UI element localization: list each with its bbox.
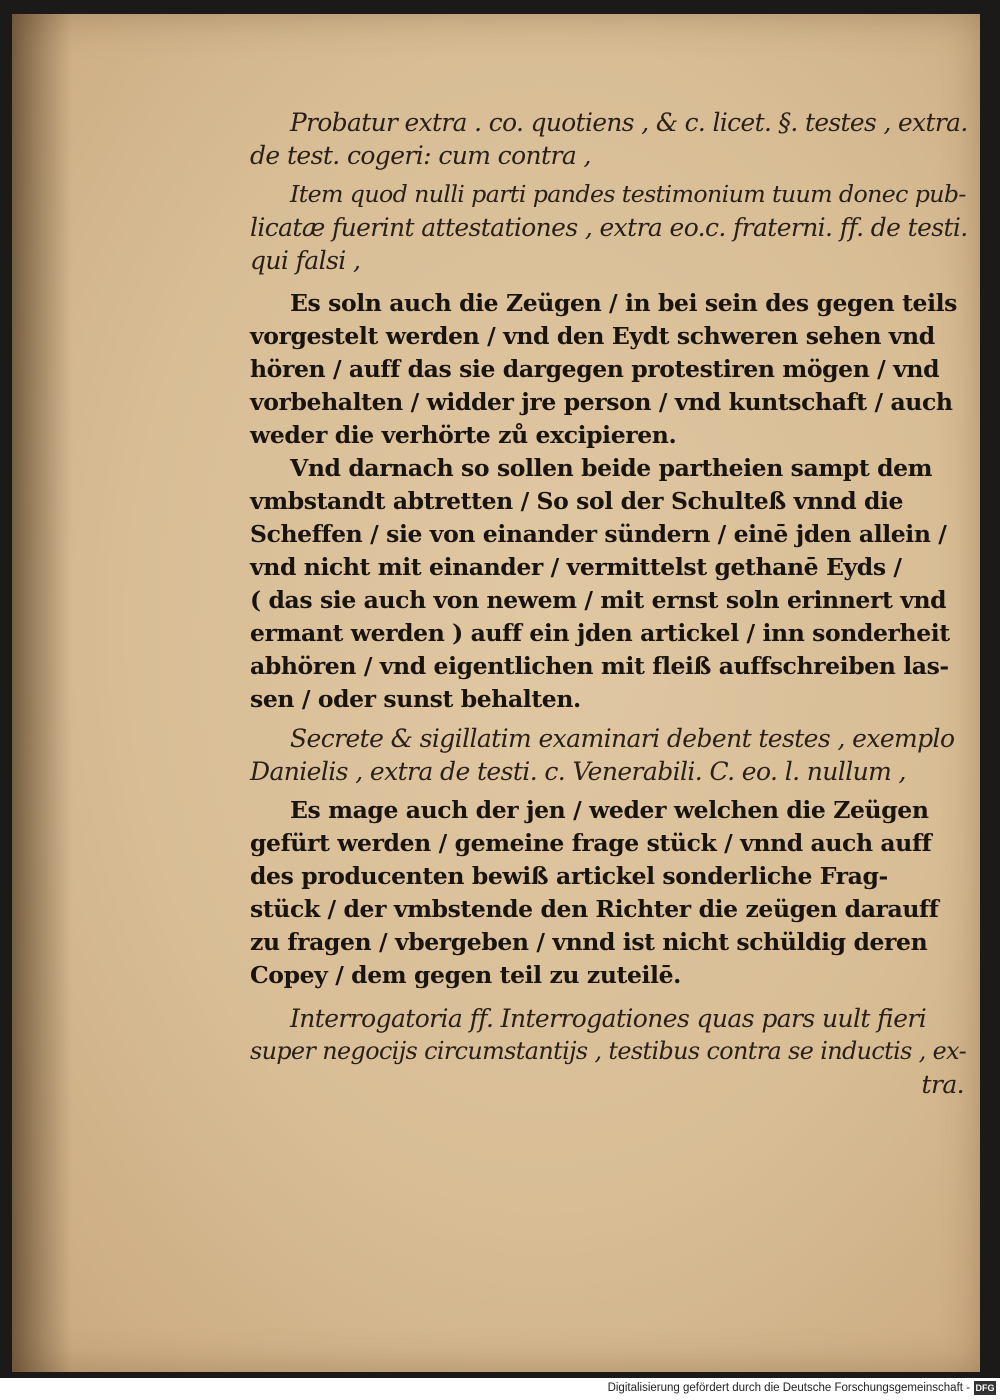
text-line: gefürt werden / gemeine frage stück / vnnd auch auff	[250, 829, 932, 857]
text-line: qui falsi ,	[250, 246, 361, 275]
text-line: zu fragen / vbergeben / vnnd ist nicht schüldig deren	[250, 928, 928, 956]
dfg-logo: DFG	[975, 1383, 995, 1393]
text-line: Danielis , extra de testi. c. Venerabili. C. eo. l. nullum ,	[250, 757, 906, 786]
text-line: vorbehalten / widder jre person / vnd kuntschaft / auch	[250, 388, 953, 416]
page-text-block	[250, 106, 972, 1101]
text-line: de test. cogeri: cum contra ,	[250, 141, 591, 170]
text-line: Copey / dem gegen teil zu zuteilē.	[250, 961, 681, 989]
text-line: stück / der vmbstende den Richter die zeügen darauff	[250, 895, 939, 923]
digitization-footer	[0, 1378, 1000, 1400]
footer-credit: Digitalisierung gefördert durch die Deutsche Forschungsgemeinschaft -	[607, 1382, 970, 1394]
text-line: Item quod nulli parti pandes testimonium tuum donec pub-	[290, 180, 966, 208]
text-line: Interrogatoria ff. Interrogationes quas pars uult fieri	[290, 1004, 927, 1033]
text-line: ermant werden ) auff ein jden artickel / inn sonderheit	[250, 619, 950, 647]
text-line: Es mage auch der jen / weder welchen die Zeügen	[290, 796, 929, 824]
text-line: vnd nicht mit einander / vermittelst gethanē Eyds /	[250, 553, 902, 581]
text-line: ( das sie auch von newem / mit ernst soln erinnert vnd	[250, 586, 947, 614]
text-line: super negocijs circumstantijs , testibus contra se inductis , ex-	[250, 1037, 967, 1065]
text-line: Secrete & sigillatim examinari debent testes , exemplo	[290, 724, 955, 753]
text-line: Probatur extra . co. quotiens , & c. licet. §. testes , extra.	[290, 108, 968, 137]
spine-shadow	[12, 14, 72, 1372]
text-line: Vnd darnach so sollen beide partheien sampt dem	[290, 454, 933, 482]
book-page	[12, 14, 980, 1372]
text-line: Es soln auch die Zeügen / in bei sein des gegen teils	[290, 289, 957, 317]
text-line: vorgestelt werden / vnd den Eydt schweren sehen vnd	[250, 322, 935, 350]
text-line: licatæ fuerint attestationes , extra eo.c. fraterni. ff. de testi.	[250, 213, 968, 242]
text-line: abhören / vnd eigentlichen mit fleiß auffschreiben las-	[250, 652, 949, 680]
text-line: sen / oder sunst behalten.	[250, 685, 581, 713]
text-line: vmbstandt abtretten / So sol der Schulteß vnnd die	[250, 487, 904, 515]
text-line: weder die verhörte zů excipieren.	[250, 421, 677, 449]
catchword: tra.	[921, 1070, 964, 1099]
text-line: hören / auff das sie dargegen protestiren mögen / vnd	[250, 355, 940, 383]
text-line: des producenten bewiß artickel sonderliche Frag-	[250, 862, 888, 890]
text-line: Scheffen / sie von einander sündern / einē jden allein /	[250, 520, 947, 548]
